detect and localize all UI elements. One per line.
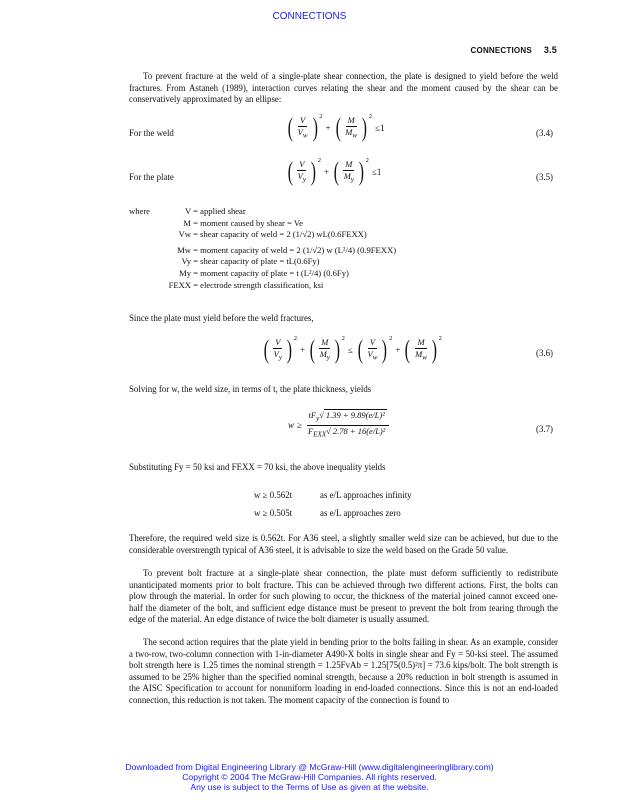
result-infinity: w ≥ 0.562t — [254, 490, 293, 500]
solving-paragraph: Solving for w, the weld size, in terms of t, the plate thickness, yields — [129, 384, 372, 394]
top-section-link[interactable]: CONNECTIONS — [272, 11, 347, 22]
weld-label: For the weld — [129, 128, 174, 138]
equation-3-5: ( $\frac{V}{V_y}$ ) 2 + ( $\frac{M}{M_y}$ ) 2 ≤1 — [287, 157, 382, 187]
definition-row: Vw = shear capacity of weld = 2 (1/√2) wL(0.6FEXX) — [178, 229, 367, 240]
footer-terms[interactable]: Any use is subject to the Terms of Use as given at the website. — [190, 782, 429, 792]
definition-row: Vy = shear capacity of plate = tL(0.6Fy) — [181, 256, 320, 267]
bolt-fracture-paragraph: To prevent bolt fracture at a single-plate shear connection, the plate must deform sufficiently to redistribute unanticipated moments prior to bolt fracture. This can be achieved through two different actions. First, the bolts can plow through the material. In order for such plowing to occur, the thickness of the material joined cannot exceed one-half the diameter of the bolt, and sufficient edge distance must be present to prevent the bolt from tearing through the edge of the material. An edge distance of twice the bolt diameter is usually assumed. — [129, 568, 558, 625]
equation-3-4: ( $\frac{V}{V_w}$ ) 2 + ( $\frac{M}{M_w}$ ) 2 ≤1 — [287, 113, 385, 143]
where-word: where — [129, 206, 150, 216]
equation-3-7: w ≥ $\frac{tF_y√ 1.39 + 9.89(e/L)^2}{F_{EXX}√ 2.78 + 16(e/L)^2}$ — [288, 410, 390, 440]
result-zero: w ≥ 0.505t — [254, 508, 293, 518]
equation-number-3-4: (3.4) — [536, 128, 554, 138]
footer-copyright[interactable]: Copyright © 2004 The McGraw-Hill Companies. All rights reserved. — [182, 772, 437, 782]
definition-row: My = moment capacity of plate = t (L²/4) (0.6Fy) — [179, 267, 349, 278]
plate-label: For the plate — [129, 172, 174, 182]
result-zero-note: as e/L approaches zero — [320, 508, 401, 518]
equation-number-3-7: (3.7) — [536, 424, 554, 434]
equation-3-6: ( $\frac{V}{V_y}$ ) 2 + ( $\frac{M}{M_y}$ ) 2 ≤ ( $\frac{V}{V_w}$ ) 2 + ( $\frac{M}{M_w}$ ) 2 — [263, 335, 442, 365]
equation-number-3-5: (3.5) — [536, 172, 554, 182]
variable-definitions — [150, 206, 450, 291]
definition-row: FEXX = electrode strength classification, ksi — [168, 279, 324, 290]
substituting-paragraph: Substituting Fy = 50 ksi and FEXX = 70 ksi, the above inequality yields — [129, 462, 386, 472]
equation-number-3-6: (3.6) — [536, 348, 554, 358]
therefore-paragraph: Therefore, the required weld size is 0.562t. For A36 steel, a slightly smaller weld size can be achieved, but due to the considerable overstrength typical of A36 steel, it is advisable to size the weld based on the Grade 50 value. — [129, 533, 558, 555]
page-number: 3.5 — [543, 45, 557, 55]
footer-download-link[interactable]: Downloaded from Digital Engineering Library @ McGraw-Hill (www.digitalengineeringlibrary.com) — [125, 762, 494, 772]
running-head — [471, 45, 557, 55]
since-paragraph: Since the plate must yield before the weld fractures, — [129, 313, 314, 323]
definition-row: M = moment caused by shear = Ve — [183, 217, 303, 228]
intro-paragraph: To prevent fracture at the weld of a single-plate shear connection, the plate is designed to yield before the weld fractures. From Astaneh (1989), interaction curves relating the shear and the moment caused by the shear can be conservatively approximated by an ellipse: — [129, 71, 558, 105]
second-action-paragraph: The second action requires that the plate yield in bending prior to the bolts failing in shear. As an example, consider a two-row, two-column connection with 1-in-diameter A490-X bolts in single shear and Fy = 50-ksi steel. The assumed bolt strength here is 1.25 times the nominal strength = 1.25FvAb = 1.25[75(0.5)²π] = 73.6 kips/bolt. The bolt strength is assumed to be 25% higher than the specified nominal strength, because a 20% reduction in bolt strength is assumed in the AISC Specification to account for nonuniform loading in end-loaded connections. Since this is not an end-loaded connection, this reduction is not taken. The moment capacity of the connection is found to — [129, 637, 558, 705]
result-infinity-note: as e/L approaches infinity — [320, 490, 412, 500]
definition-row: V = applied shear — [184, 206, 246, 216]
definition-row: Mw = moment capacity of weld = 2 (1/√2) w (L²/4) (0.9FEXX) — [177, 244, 397, 255]
running-head-title: CONNECTIONS — [470, 46, 532, 55]
